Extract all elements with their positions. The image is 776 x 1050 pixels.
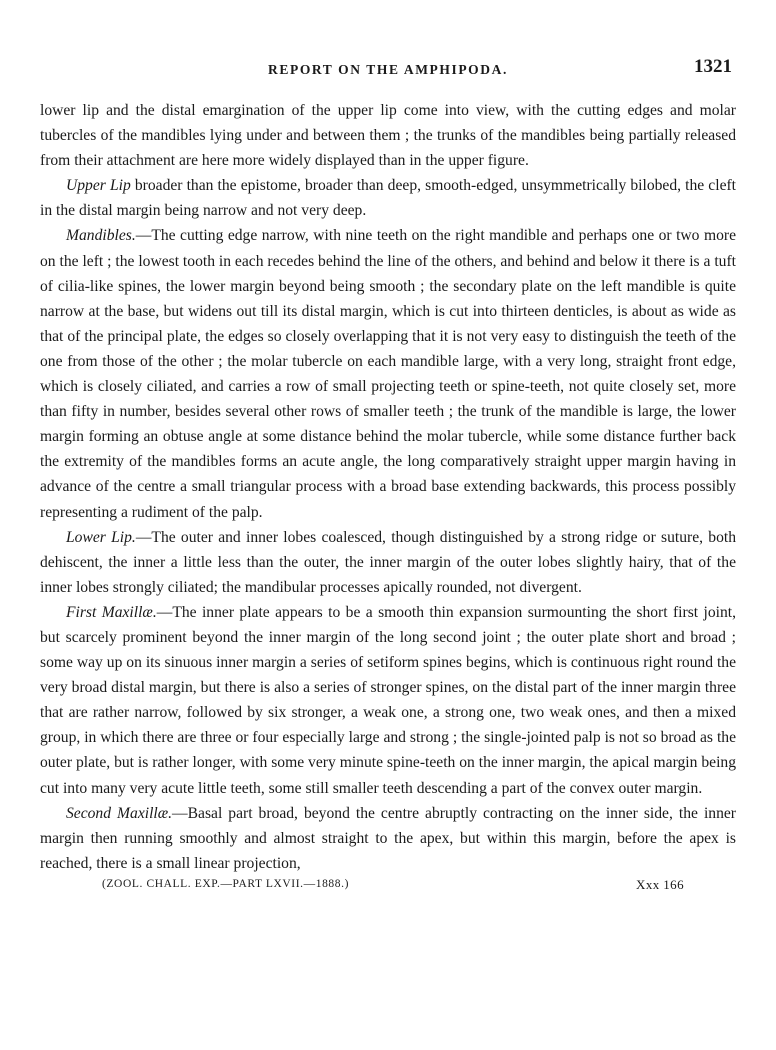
paragraph-text: —The cutting edge narrow, with nine teeth on the right mandible and perhaps one or two more on the left ; the lowest tooth in each recedes behind the line of the others, and behind and below it there is a tuft of cilia-like spines, the lower margin beyond being smooth ; the secondary plate on the left mandible is quite narrow at the base, but widens out till its distal margin, which is cut into thirteen denticles, is about as wide as that of the principal plate, the edges so closely overlapping that it is not very easy to distinguish the teeth of the one from those of the other ; the molar tubercle on each mandible large, with a very long, straight front edge, which is closely ciliated, and carries a row of small projecting teeth or spine-teeth, not quite closely set, more than fifty in number, besides several other rows of smaller teeth ; the trunk of the mandible is large, the lower margin forming an obtuse angle at some distance behind the molar tubercle, while some distance further back the extremity of the mandibles forms an acute angle, the long comparatively straight upper margin having in advance of the centre a small triangular process with a broad base extending backwards, this process possibly representing a rudiment of the palp.	[40, 227, 736, 521]
paragraph-text: —Basal part broad, beyond the centre abruptly contracting on the inner side, the inner margin then running smoothly and almost straight to the apex, but within this margin, before the apex is reached, there is a small linear projection,	[40, 804, 736, 872]
section-heading: Mandibles.	[66, 227, 136, 245]
document-page	[40, 52, 736, 900]
paragraph-upper-lip	[40, 173, 736, 223]
paragraph-continuation	[40, 98, 736, 173]
section-heading: Upper Lip	[66, 177, 131, 195]
page-number: 1321	[694, 56, 732, 77]
page-footer	[40, 878, 736, 900]
body-text	[40, 98, 736, 876]
paragraph-text: broader than the epistome, broader than deep, smooth-edged, unsymmetrically bilobed, the cleft in the distal margin being narrow and not very deep.	[40, 177, 737, 220]
page-header	[40, 52, 736, 82]
section-heading: Second Maxillæ.	[66, 804, 173, 822]
paragraph-second-maxillae	[40, 801, 736, 876]
paragraph-text: lower lip and the distal emargination of the upper lip come into view, with the cutting edges and molar tubercles of the mandibles lying under and between them ; the trunks of the mandibles being partially released from their attachment are here more widely displayed than in the upper figure.	[40, 102, 736, 170]
paragraph-lower-lip	[40, 525, 736, 600]
publication-note: (ZOOL. CHALL. EXP.—PART LXVII.—1888.)	[102, 877, 350, 890]
paragraph-text: —The inner plate appears to be a smooth thin expansion surmounting the short first joint, but scarcely prominent beyond the inner margin of the long second joint ; the outer plate short and broad ; some way up on its sinuous inner margin a series of setiform spines begins, which is continuous right round the very broad distal margin, but there is also a series of stronger spines, on the distal part of the inner margin three that are rather narrow, followed by six stronger, a weak one, a strong one, two weak ones, and then a mixed group, in which there are three or four especially large and strong ; the single-jointed palp is not so broad as the outer plate, but is rather longer, with some very minute spine-teeth on the inner margin, the apical margin being cut into many very acute little teeth, some still smaller teeth descending a part of the convex outer margin.	[40, 603, 736, 797]
signature-mark: Xxx 166	[636, 876, 684, 892]
section-heading: Lower Lip.	[66, 528, 136, 546]
running-title: REPORT ON THE AMPHIPODA.	[268, 62, 508, 77]
paragraph-first-maxillae	[40, 600, 736, 801]
section-heading: First Maxillæ.	[66, 603, 157, 621]
paragraph-mandibles	[40, 223, 736, 524]
paragraph-text: —The outer and inner lobes coalesced, though distinguished by a strong ridge or suture, both dehiscent, the inner a little less than the outer, the inner margin of the outer lobes slightly hairy, that of the inner lobes strongly ciliated; the mandibular processes apically rounded, not divergent.	[40, 528, 737, 596]
